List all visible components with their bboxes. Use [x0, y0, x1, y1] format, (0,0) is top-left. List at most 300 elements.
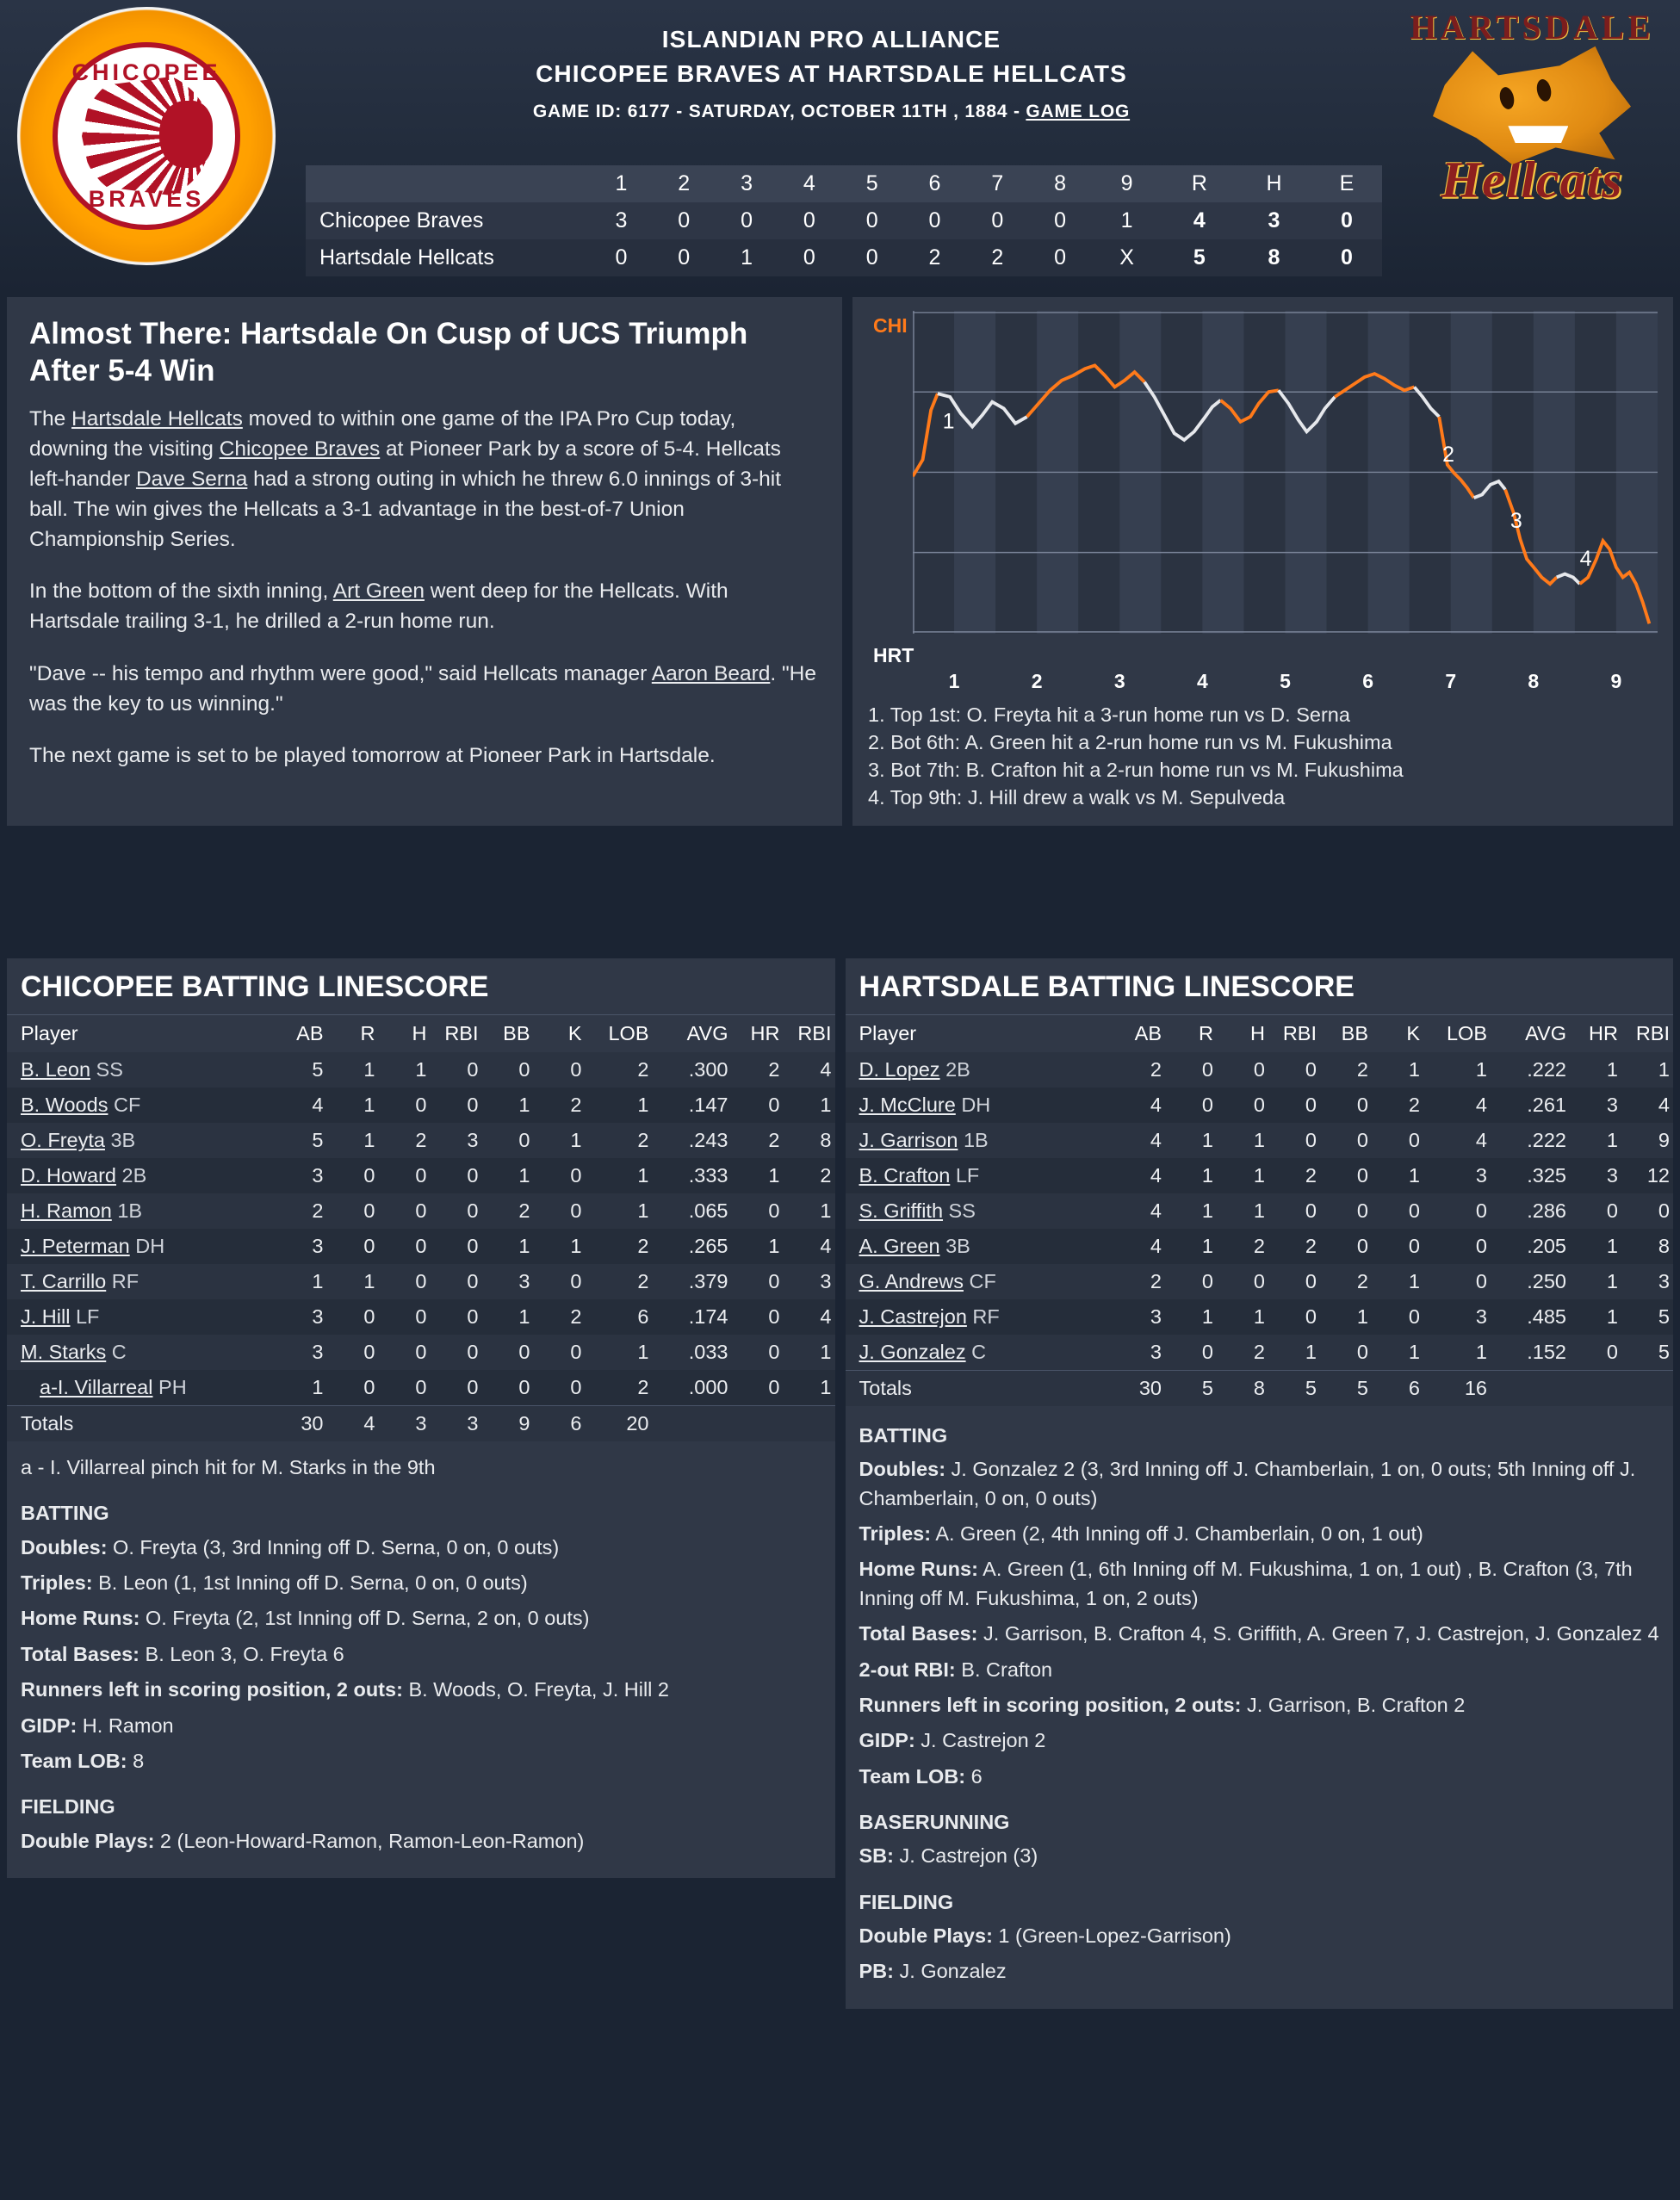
totals-hr	[1570, 1371, 1621, 1407]
table-row	[846, 1052, 1674, 1088]
axis-inning-2: 2	[1031, 670, 1043, 692]
stat-rbi: 0	[1268, 1299, 1320, 1335]
stat-bb: 0	[1320, 1158, 1372, 1193]
stat-rbi: 0	[1268, 1264, 1320, 1299]
totals-avg	[1491, 1371, 1570, 1407]
totals-rbi-season	[1621, 1371, 1673, 1407]
away-inn-6: 0	[903, 202, 966, 239]
home-errors: 0	[1311, 239, 1382, 276]
stat-avg: .174	[653, 1299, 732, 1335]
chicopee-notes	[7, 1441, 835, 1878]
player-cell[interactable]	[7, 1158, 265, 1193]
table-row	[846, 1088, 1674, 1123]
player-name[interactable]: J. Hill	[21, 1305, 71, 1328]
player-cell[interactable]	[846, 1123, 1104, 1158]
recap-paragraph-3: "Dave -- his tempo and rhythm were good," said Hellcats manager Aaron Beard. "He was the key to us winning."	[29, 661, 816, 716]
stat-lob: 1	[1423, 1052, 1491, 1088]
stat-rbi: 0	[431, 1264, 482, 1299]
player-name[interactable]: M. Starks	[21, 1341, 107, 1363]
stat-k: 1	[1372, 1052, 1423, 1088]
player-position: 3B	[110, 1129, 136, 1151]
stat-r: 1	[327, 1052, 379, 1088]
matchup-title: CHICOPEE BRAVES AT HARTSDALE HELLCATS	[536, 60, 1127, 87]
stat-lob: 1	[586, 1335, 653, 1370]
th-avg: AVG	[653, 1015, 732, 1052]
totals-row	[7, 1406, 835, 1442]
totals-ab: 30	[1103, 1371, 1165, 1407]
stat-k: 0	[534, 1370, 586, 1406]
away-inn-8: 0	[1029, 202, 1092, 239]
stat-h: 0	[379, 1088, 431, 1123]
label-doubles: Doubles:	[21, 1535, 108, 1559]
axis-inning-5: 5	[1280, 670, 1291, 692]
stat-avg: .222	[1491, 1052, 1570, 1088]
recap-paragraph-1: The Hartsdale Hellcats moved to within one game of the IPA Pro Cup today, downing the visiting Chicopee Braves at Pioneer Park by a score of 5-4. Hellcats left-hander Dave Serna had a strong outing in which he threw 6.0 innings of 3-hit ball. The win gives the Hellcats a 3-1 advantage in the best-of-7 Union Championship Series.	[29, 407, 782, 551]
hellcats-wordmark-top: HARTSDALE	[1410, 8, 1654, 46]
stat-rbi-season: 1	[784, 1335, 835, 1370]
stat-avg: .147	[653, 1088, 732, 1123]
stat-rbi: 0	[431, 1370, 482, 1406]
home-inn-6: 2	[903, 239, 966, 276]
player-cell[interactable]	[846, 1335, 1104, 1371]
player-cell[interactable]	[7, 1370, 265, 1406]
batting-line-triples	[859, 1520, 1660, 1548]
recap-paragraph-4: The next game is set to be played tomorrow at Pioneer Park in Hartsdale.	[29, 744, 716, 768]
label-triples: Triples:	[859, 1522, 932, 1546]
player-cell[interactable]	[7, 1193, 265, 1229]
stat-k: 0	[1372, 1123, 1423, 1158]
stat-avg: .261	[1491, 1088, 1570, 1123]
stat-h: 0	[1217, 1052, 1268, 1088]
stat-bb: 0	[1320, 1229, 1372, 1264]
table-row	[846, 1335, 1674, 1371]
table-row	[7, 1335, 835, 1370]
stat-k: 0	[534, 1193, 586, 1229]
label-double-plays: Double Plays:	[21, 1829, 155, 1852]
substitution-footnote: a - I. Villarreal pinch hit for M. Starks in the 9th	[21, 1456, 436, 1478]
totals-rbi: 3	[431, 1406, 482, 1442]
player-cell[interactable]	[846, 1193, 1104, 1229]
stat-bb: 3	[482, 1264, 534, 1299]
logo-inner-circle	[53, 42, 240, 230]
batting-line-risp	[21, 1676, 821, 1704]
baserunning-line-sb	[859, 1842, 1660, 1870]
stat-hr: 0	[732, 1088, 784, 1123]
col-9: 9	[1092, 165, 1162, 202]
stat-avg: .333	[653, 1158, 732, 1193]
stat-rbi: 0	[431, 1335, 482, 1370]
th-h: H	[1217, 1015, 1268, 1052]
header-titles	[284, 26, 1379, 122]
batting-line-gidp	[21, 1712, 821, 1740]
axis-inning-1: 1	[948, 670, 960, 692]
th-lob: LOB	[1423, 1015, 1491, 1052]
label-home-runs: Home Runs:	[859, 1558, 978, 1581]
table-row	[7, 1052, 835, 1088]
link-aaron-beard[interactable]: Aaron Beard	[651, 661, 771, 685]
totals-label: Totals	[7, 1406, 265, 1442]
stat-rbi-season: 4	[1621, 1088, 1673, 1123]
totals-k: 6	[1372, 1371, 1423, 1407]
value-sb: J. Castrejon (3)	[893, 1844, 1038, 1868]
value-gidp: H. Ramon	[77, 1714, 174, 1737]
stat-hr: 2	[732, 1123, 784, 1158]
stat-avg: .286	[1491, 1193, 1570, 1229]
stat-r: 1	[1165, 1158, 1217, 1193]
stat-lob: 2	[586, 1264, 653, 1299]
player-name[interactable]: S. Griffith	[859, 1199, 944, 1222]
stat-ab: 3	[1103, 1299, 1165, 1335]
player-position: CF	[113, 1094, 141, 1116]
totals-k: 6	[534, 1406, 586, 1442]
table-row	[846, 1299, 1674, 1335]
player-cell[interactable]	[846, 1052, 1104, 1088]
stat-lob: 4	[1423, 1123, 1491, 1158]
hartsdale-notes	[846, 1406, 1674, 2009]
stat-r: 0	[1165, 1335, 1217, 1371]
col-3: 3	[716, 165, 778, 202]
line-score-row-away	[306, 202, 1382, 239]
stat-r: 0	[1165, 1088, 1217, 1123]
totals-r: 5	[1165, 1371, 1217, 1407]
player-name[interactable]: H. Ramon	[21, 1199, 112, 1222]
stat-avg: .379	[653, 1264, 732, 1299]
label-total-bases: Total Bases:	[21, 1642, 139, 1665]
player-cell[interactable]	[7, 1229, 265, 1264]
col-R: R	[1162, 165, 1237, 202]
th-bb: BB	[482, 1015, 534, 1052]
table-row	[846, 1229, 1674, 1264]
stat-bb: 1	[482, 1299, 534, 1335]
th-rbi: RBI	[1268, 1015, 1320, 1052]
table-row	[846, 1264, 1674, 1299]
th-r: R	[327, 1015, 379, 1052]
chicopee-braves-logo	[17, 7, 276, 265]
col-7: 7	[966, 165, 1029, 202]
chart-inning-axis	[913, 670, 1658, 693]
stat-bb: 0	[482, 1052, 534, 1088]
label-pb: PB:	[859, 1960, 894, 1983]
stat-ab: 4	[1103, 1229, 1165, 1264]
th-rbi-season: RBI	[1621, 1015, 1673, 1052]
axis-inning-4: 4	[1196, 670, 1208, 692]
totals-row	[846, 1371, 1674, 1407]
player-cell[interactable]	[7, 1123, 265, 1158]
player-position: 2B	[121, 1164, 147, 1187]
stat-r: 0	[327, 1229, 379, 1264]
stat-ab: 3	[265, 1335, 327, 1370]
stat-rbi: 3	[431, 1123, 482, 1158]
stat-avg: .250	[1491, 1264, 1570, 1299]
player-cell[interactable]	[7, 1052, 265, 1088]
link-hartsdale-hellcats[interactable]: Hartsdale Hellcats	[71, 407, 243, 431]
stat-avg: .485	[1491, 1299, 1570, 1335]
stat-lob: 6	[586, 1299, 653, 1335]
stat-hr: 3	[1570, 1158, 1621, 1193]
game-log-link[interactable]: GAME LOG	[1026, 102, 1131, 121]
player-name[interactable]: O. Freyta	[21, 1129, 105, 1151]
stat-hr: 1	[1570, 1299, 1621, 1335]
home-inn-5: 0	[840, 239, 903, 276]
player-name[interactable]: a-I. Villarreal	[40, 1376, 153, 1398]
link-dave-serna[interactable]: Dave Serna	[135, 467, 248, 491]
label-team-lob: Team LOB:	[859, 1764, 966, 1788]
stat-rbi-season: 1	[784, 1193, 835, 1229]
fielding-line-pb	[859, 1957, 1660, 1986]
player-cell[interactable]	[7, 1088, 265, 1123]
home-inn-2: 0	[653, 239, 716, 276]
table-row	[7, 1264, 835, 1299]
stat-k: 2	[1372, 1088, 1423, 1123]
label-total-bases: Total Bases:	[859, 1622, 978, 1645]
stat-k: 0	[1372, 1299, 1423, 1335]
stat-bb: 0	[1320, 1088, 1372, 1123]
stat-k: 2	[534, 1088, 586, 1123]
axis-inning-3: 3	[1113, 670, 1125, 692]
stat-hr: 1	[1570, 1052, 1621, 1088]
th-k: K	[1372, 1015, 1423, 1052]
stat-rbi-season: 5	[1621, 1299, 1673, 1335]
player-cell[interactable]	[846, 1229, 1104, 1264]
player-cell[interactable]	[846, 1088, 1104, 1123]
recap-and-chart-row	[7, 297, 1673, 826]
axis-inning-9: 9	[1610, 670, 1622, 692]
home-inn-9: X	[1092, 239, 1162, 276]
stat-bb: 0	[1320, 1335, 1372, 1371]
batting-line-risp	[859, 1691, 1660, 1720]
stat-r: 0	[327, 1370, 379, 1406]
player-position: 3B	[945, 1235, 970, 1257]
player-cell[interactable]	[7, 1299, 265, 1335]
stat-bb: 0	[1320, 1193, 1372, 1229]
stat-lob: 3	[1423, 1158, 1491, 1193]
stat-lob: 1	[586, 1158, 653, 1193]
stat-h: 2	[379, 1123, 431, 1158]
label-double-plays: Double Plays:	[859, 1924, 993, 1948]
stat-bb: 0	[482, 1370, 534, 1406]
hartsdale-hellcats-logo	[1403, 7, 1661, 265]
stat-rbi-season: 3	[784, 1264, 835, 1299]
player-name[interactable]: D. Howard	[21, 1164, 117, 1187]
home-inn-7: 2	[966, 239, 1029, 276]
value-team-lob: 6	[965, 1764, 983, 1788]
player-cell[interactable]	[7, 1335, 265, 1370]
away-runs: 4	[1162, 202, 1237, 239]
label-home-runs: Home Runs:	[21, 1607, 140, 1630]
player-name[interactable]: J. McClure	[859, 1094, 956, 1116]
player-cell[interactable]	[7, 1264, 265, 1299]
stat-rbi: 0	[431, 1052, 482, 1088]
player-position: SS	[96, 1058, 123, 1081]
player-name[interactable]: J. Gonzalez	[859, 1341, 966, 1363]
stat-ab: 4	[1103, 1158, 1165, 1193]
player-cell[interactable]	[846, 1264, 1104, 1299]
stat-rbi: 0	[431, 1193, 482, 1229]
hellcats-wordmark-bottom: Hellcats	[1441, 152, 1623, 208]
player-position: C	[111, 1341, 127, 1363]
stat-ab: 3	[265, 1229, 327, 1264]
table-row	[7, 1370, 835, 1406]
stat-ab: 4	[1103, 1193, 1165, 1229]
home-runs: 5	[1162, 239, 1237, 276]
player-name[interactable]: J. Garrison	[859, 1129, 958, 1151]
stat-hr: 3	[1570, 1088, 1621, 1123]
col-E: E	[1311, 165, 1382, 202]
stat-hr: 1	[1570, 1123, 1621, 1158]
chart-note-3: 3. Bot 7th: B. Crafton hit a 2-run home run vs M. Fukushima	[868, 758, 1404, 781]
label-sb: SB:	[859, 1844, 894, 1868]
table-row	[7, 1158, 835, 1193]
stat-rbi: 0	[1268, 1193, 1320, 1229]
stat-hr: 0	[732, 1299, 784, 1335]
stat-k: 0	[534, 1264, 586, 1299]
hartsdale-box-score	[846, 958, 1674, 2009]
label-doubles: Doubles:	[859, 1458, 946, 1481]
stat-r: 1	[327, 1088, 379, 1123]
hartsdale-header-row	[846, 1015, 1674, 1052]
th-rbi: RBI	[431, 1015, 482, 1052]
th-avg: AVG	[1491, 1015, 1570, 1052]
table-row	[7, 1299, 835, 1335]
stat-ab: 2	[1103, 1264, 1165, 1299]
axis-inning-6: 6	[1362, 670, 1373, 692]
th-k: K	[534, 1015, 586, 1052]
chart-note-4: 4. Top 9th: J. Hill drew a walk vs M. Sepulveda	[868, 785, 1286, 809]
chart-note-2: 2. Bot 6th: A. Green hit a 2-run home run vs M. Fukushima	[868, 730, 1392, 753]
totals-label: Totals	[846, 1371, 1104, 1407]
totals-r: 4	[327, 1406, 379, 1442]
player-position: PH	[158, 1376, 187, 1398]
totals-lob: 20	[586, 1406, 653, 1442]
player-cell[interactable]	[846, 1158, 1104, 1193]
stat-r: 1	[1165, 1123, 1217, 1158]
home-inn-8: 0	[1029, 239, 1092, 276]
stat-rbi: 0	[431, 1229, 482, 1264]
stat-bb: 1	[1320, 1299, 1372, 1335]
batting-line-team-lob	[21, 1747, 821, 1775]
stat-rbi: 0	[1268, 1088, 1320, 1123]
stat-lob: 1	[586, 1088, 653, 1123]
stat-h: 0	[1217, 1264, 1268, 1299]
totals-h: 8	[1217, 1371, 1268, 1407]
stat-rbi-season: 12	[1621, 1158, 1673, 1193]
chart-note-1: 1. Top 1st: O. Freyta hit a 3-run home run vs D. Serna	[868, 703, 1350, 726]
stat-k: 0	[1372, 1193, 1423, 1229]
stat-bb: 1	[482, 1229, 534, 1264]
stat-bb: 0	[482, 1123, 534, 1158]
stat-r: 0	[327, 1335, 379, 1370]
stat-avg: .300	[653, 1052, 732, 1088]
player-name[interactable]: A. Green	[859, 1235, 940, 1257]
player-name[interactable]: B. Woods	[21, 1094, 108, 1116]
totals-rbi: 5	[1268, 1371, 1320, 1407]
th-player: Player	[7, 1015, 265, 1052]
stat-ab: 4	[265, 1088, 327, 1123]
stat-lob: 0	[1423, 1229, 1491, 1264]
player-name[interactable]: J. Peterman	[21, 1235, 130, 1257]
player-position: 2B	[945, 1058, 970, 1081]
batting-line-gidp	[859, 1726, 1660, 1755]
stat-lob: 1	[1423, 1335, 1491, 1371]
profile-icon	[159, 101, 213, 168]
value-home-runs: A. Green (1, 6th Inning off M. Fukushima, 1 on, 1 out) , B. Crafton (3, 7th Inning off M. Fukushima, 1 on, 2 outs)	[859, 1558, 1633, 1609]
th-lob: LOB	[586, 1015, 653, 1052]
hartsdale-batting-table	[846, 1015, 1674, 1406]
home-inn-4: 0	[778, 239, 840, 276]
player-name[interactable]: B. Crafton	[859, 1164, 951, 1187]
col-5: 5	[840, 165, 903, 202]
recap-headline: Almost There: Hartsdale On Cusp of UCS Triumph After 5-4 Win	[29, 317, 748, 387]
stat-k: 1	[1372, 1158, 1423, 1193]
stat-rbi: 0	[431, 1158, 482, 1193]
away-inn-4: 0	[778, 202, 840, 239]
stat-h: 1	[1217, 1299, 1268, 1335]
player-name[interactable]: J. Castrejon	[859, 1305, 967, 1328]
fielding-section-header: FIELDING	[859, 1890, 954, 1913]
value-doubles: J. Gonzalez 2 (3, 3rd Inning off J. Chamberlain, 1 on, 0 outs; 5th Inning off J. Chamberlain, 0 on, 0 outs)	[859, 1458, 1636, 1509]
stat-r: 0	[327, 1299, 379, 1335]
game-info-line	[284, 102, 1379, 122]
league-name: ISLANDIAN PRO ALLIANCE	[661, 26, 1001, 53]
stat-r: 0	[327, 1158, 379, 1193]
player-name[interactable]: D. Lopez	[859, 1058, 940, 1081]
chart-marker-4: 4	[1579, 547, 1592, 572]
home-inn-3: 1	[716, 239, 778, 276]
link-chicopee-braves[interactable]: Chicopee Braves	[219, 437, 381, 462]
stat-h: 2	[1217, 1229, 1268, 1264]
game-info-text: GAME ID: 6177 - SATURDAY, OCTOBER 11TH , 1884 -	[532, 102, 1026, 121]
player-name[interactable]: G. Andrews	[859, 1270, 964, 1292]
label-triples: Triples:	[21, 1571, 93, 1595]
col-6: 6	[903, 165, 966, 202]
link-art-green[interactable]: Art Green	[332, 579, 425, 604]
home-team-name: Hartsdale Hellcats	[306, 239, 590, 276]
stat-ab: 2	[1103, 1052, 1165, 1088]
stat-hr: 1	[1570, 1229, 1621, 1264]
stat-hr: 0	[732, 1370, 784, 1406]
stat-bb: 0	[482, 1335, 534, 1370]
player-name[interactable]: B. Leon	[21, 1058, 91, 1081]
chicopee-header-row	[7, 1015, 835, 1052]
chicopee-box-score	[7, 958, 835, 1878]
line-score-row-home	[306, 239, 1382, 276]
stat-bb: 1	[482, 1158, 534, 1193]
stat-h: 1	[379, 1052, 431, 1088]
win-expectancy-chart	[852, 297, 1673, 826]
value-double-plays: 1 (Green-Lopez-Garrison)	[992, 1924, 1231, 1948]
stat-ab: 5	[265, 1123, 327, 1158]
chart-label-away: CHI	[873, 314, 908, 337]
stat-k: 1	[1372, 1264, 1423, 1299]
stat-ab: 1	[265, 1370, 327, 1406]
value-triples: B. Leon (1, 1st Inning off D. Serna, 0 on, 0 outs)	[92, 1571, 528, 1595]
chart-svg	[913, 311, 1658, 659]
stat-rbi: 0	[431, 1088, 482, 1123]
player-cell[interactable]	[846, 1299, 1104, 1335]
stat-rbi-season: 5	[1621, 1335, 1673, 1371]
stat-avg: .243	[653, 1123, 732, 1158]
th-hr: HR	[1570, 1015, 1621, 1052]
table-row	[846, 1158, 1674, 1193]
stat-h: 1	[1217, 1158, 1268, 1193]
player-name[interactable]: T. Carrillo	[21, 1270, 107, 1292]
stat-h: 0	[379, 1264, 431, 1299]
label-gidp: GIDP:	[21, 1714, 77, 1737]
stat-rbi-season: 4	[784, 1052, 835, 1088]
batting-line-triples	[21, 1569, 821, 1597]
stat-avg: .065	[653, 1193, 732, 1229]
stat-lob: 2	[586, 1370, 653, 1406]
